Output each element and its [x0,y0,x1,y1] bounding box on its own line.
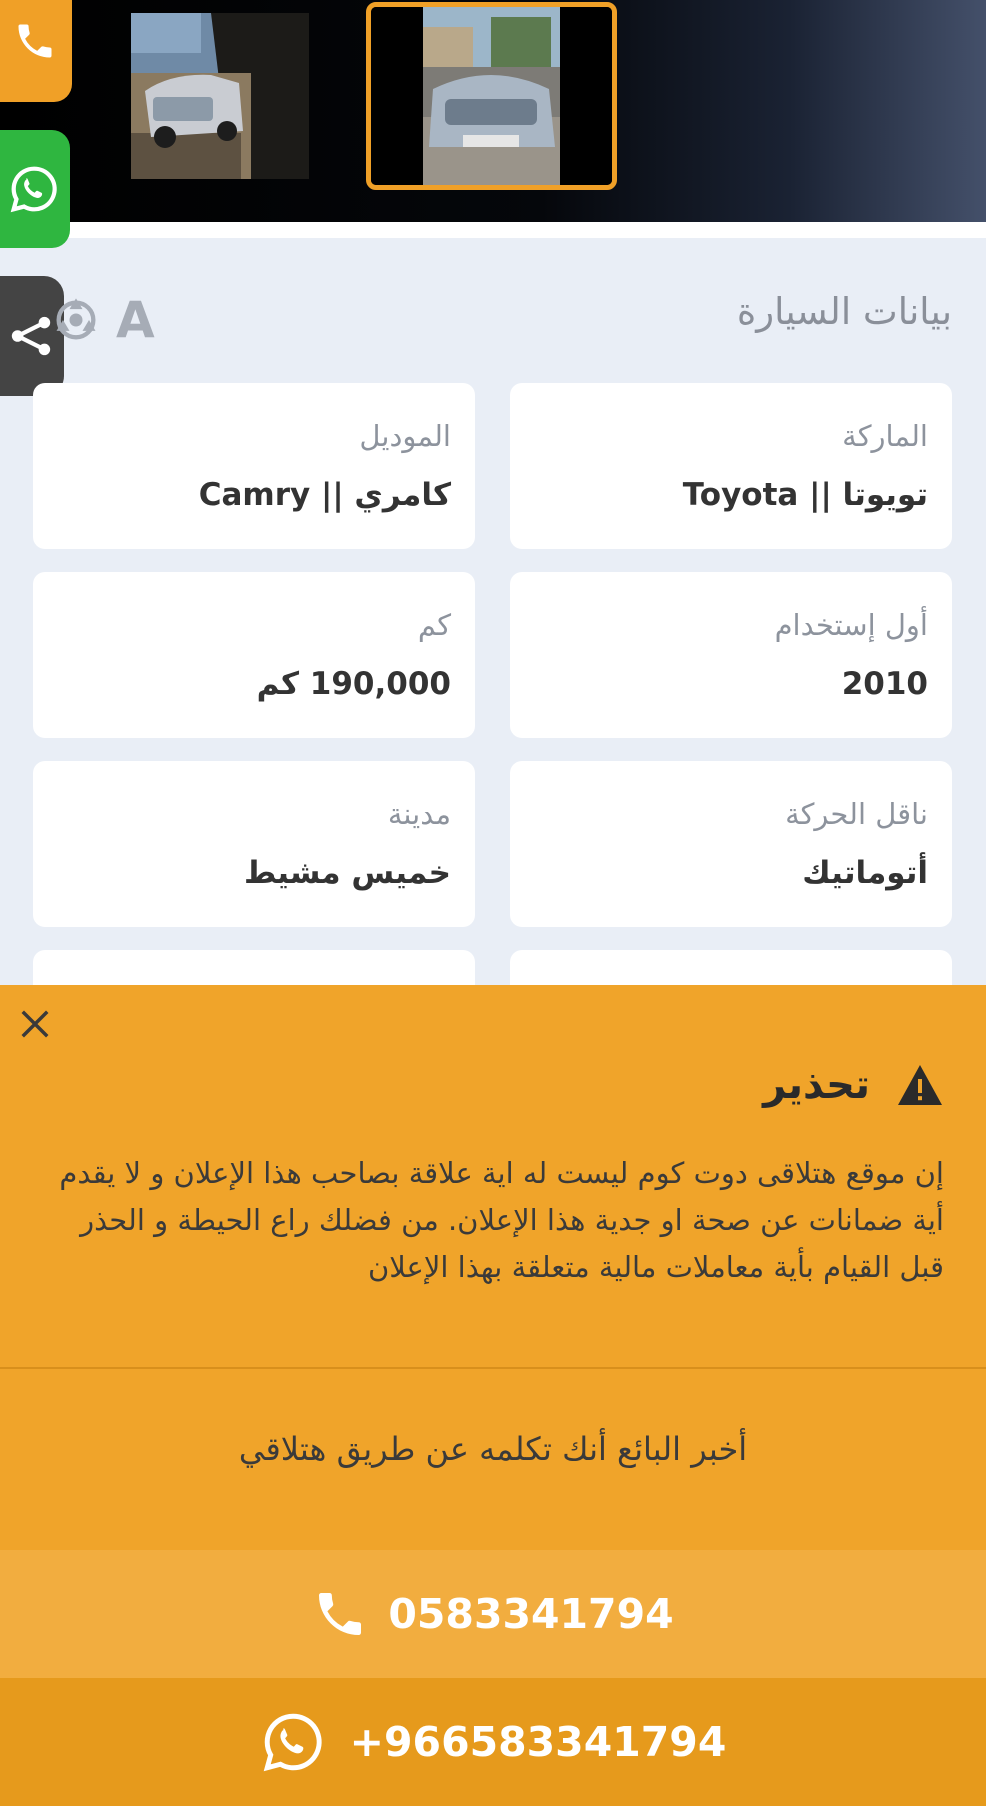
text-tools [50,290,155,350]
whatsapp-icon [260,1709,326,1775]
font-size-icon[interactable]: A [116,291,155,349]
image-gallery-strip [0,0,986,222]
phone-icon [312,1586,368,1642]
warning-heading [763,1062,944,1108]
whatsapp-seller-button[interactable] [0,1678,986,1806]
field-card-first-use [510,572,952,738]
field-value: 190,000 كم [256,666,451,702]
field-label: الموديل [359,419,451,453]
close-icon [14,1003,56,1045]
field-value: 2010 [841,666,928,702]
phone-number: 0583341794 [388,1590,674,1638]
field-label: مدينة [387,797,451,831]
field-value: كامري || Camry [198,477,451,513]
gallery-divider [0,222,986,238]
field-label: ناقل الحركة [785,797,928,831]
field-card-mileage [33,572,475,738]
call-seller-button[interactable] [0,1550,986,1678]
share-icon [8,313,54,359]
whatsapp-number: +966583341794 [349,1718,727,1766]
recycle-icon[interactable] [50,294,102,346]
warning-divider [0,1367,986,1369]
warning-icon [896,1063,944,1107]
field-card-model [33,383,475,549]
whatsapp-button[interactable] [0,130,70,248]
car-data-title: بيانات السيارة [736,290,952,333]
field-label: الماركة [842,419,928,453]
close-button[interactable] [14,1003,56,1045]
warning-title: تحذير [763,1062,870,1108]
phone-icon [13,19,57,63]
field-label: أول إستخدام [774,608,928,642]
field-value: خميس مشيط [244,855,451,891]
whatsapp-icon [8,163,60,215]
car-thumbnail-2-selected[interactable] [366,2,617,190]
field-value: تويوتا || Toyota [682,477,928,513]
field-value: أتوماتيك [802,855,928,891]
car-thumbnail-1[interactable] [131,13,309,179]
field-card-make [510,383,952,549]
call-button[interactable] [0,0,72,102]
field-label: كم [417,608,451,642]
field-card-city [33,761,475,927]
tell-seller-text: أخبر البائع أنك تكلمه عن طريق هتلاقي [238,1430,748,1468]
field-card-transmission [510,761,952,927]
warning-message: إن موقع هتلاقى دوت كوم ليست له اية علاقة بصاحب هذا الإعلان و لا يقدم أية ضمانات عن صحة او جدية هذا الإعلان. من فضلك راع الحيطة و الحذر قبل القيام بأية معاملات مالية متعلقة بهذا الإعلان [59,1156,944,1284]
